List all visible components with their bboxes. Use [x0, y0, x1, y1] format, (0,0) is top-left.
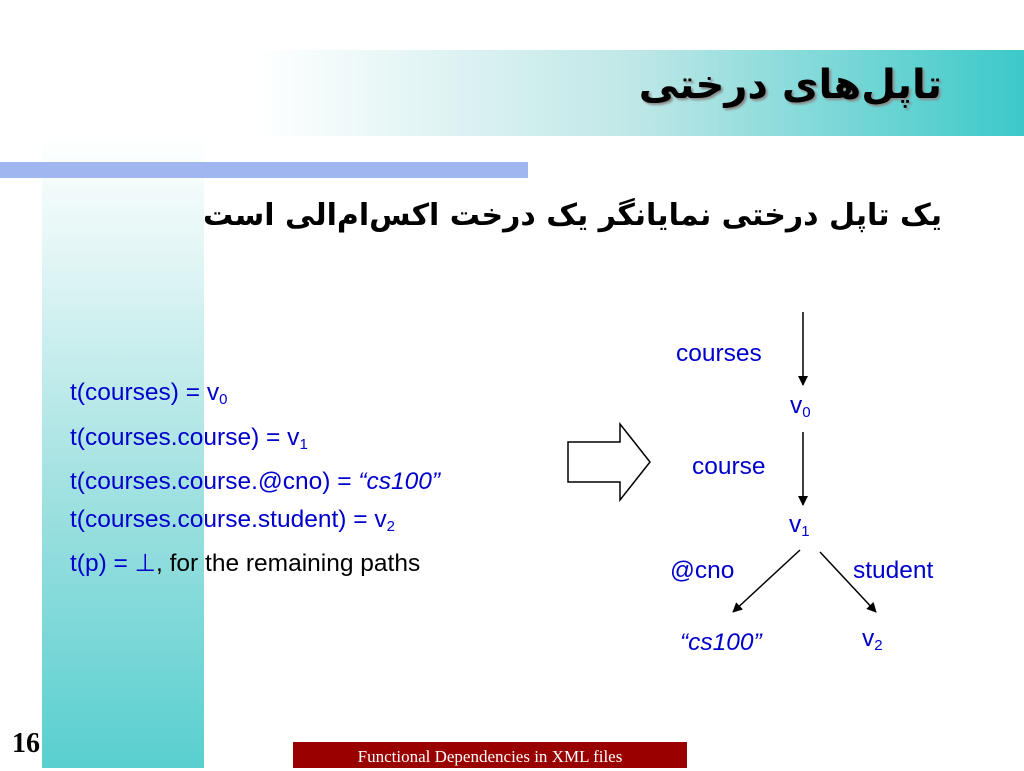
page-number: 16: [12, 728, 40, 759]
slide-title: تاپل‌های درختی: [638, 62, 942, 108]
implies-arrow-icon: [568, 424, 650, 500]
tuple-line-5: t(p) = ⊥, for the remaining paths: [70, 550, 421, 577]
edge-cno-arrow: [733, 550, 800, 612]
node-v2: $v_2$: [862, 625, 883, 654]
edge-label-cno: @cno: [670, 557, 735, 584]
slide-subtitle: یک تاپل درختی نمایانگر یک درخت اکس‌ام‌الی است: [203, 198, 942, 233]
tuple-line-3: t(courses.course.@cno) = “cs100”: [70, 468, 441, 495]
node-v0: $v_0$: [790, 392, 811, 421]
tuple-line-2: t(courses.course) = $v_1$: [70, 423, 308, 453]
node-v1: $v_1$: [789, 511, 810, 540]
footer-banner: Functional Dependencies in XML files: [293, 742, 687, 768]
edge-label-courses: courses: [676, 340, 762, 367]
tuple-line-1: t(courses) = $v_0$: [70, 379, 228, 408]
bottom-symbol: ⊥: [134, 550, 157, 577]
leaf-value-cs100: “cs100”: [680, 629, 762, 656]
tuple-line-4: t(courses.course.student) = $v_2$: [70, 505, 395, 535]
edge-label-student: student: [853, 557, 934, 584]
edge-label-course: course: [692, 453, 766, 480]
